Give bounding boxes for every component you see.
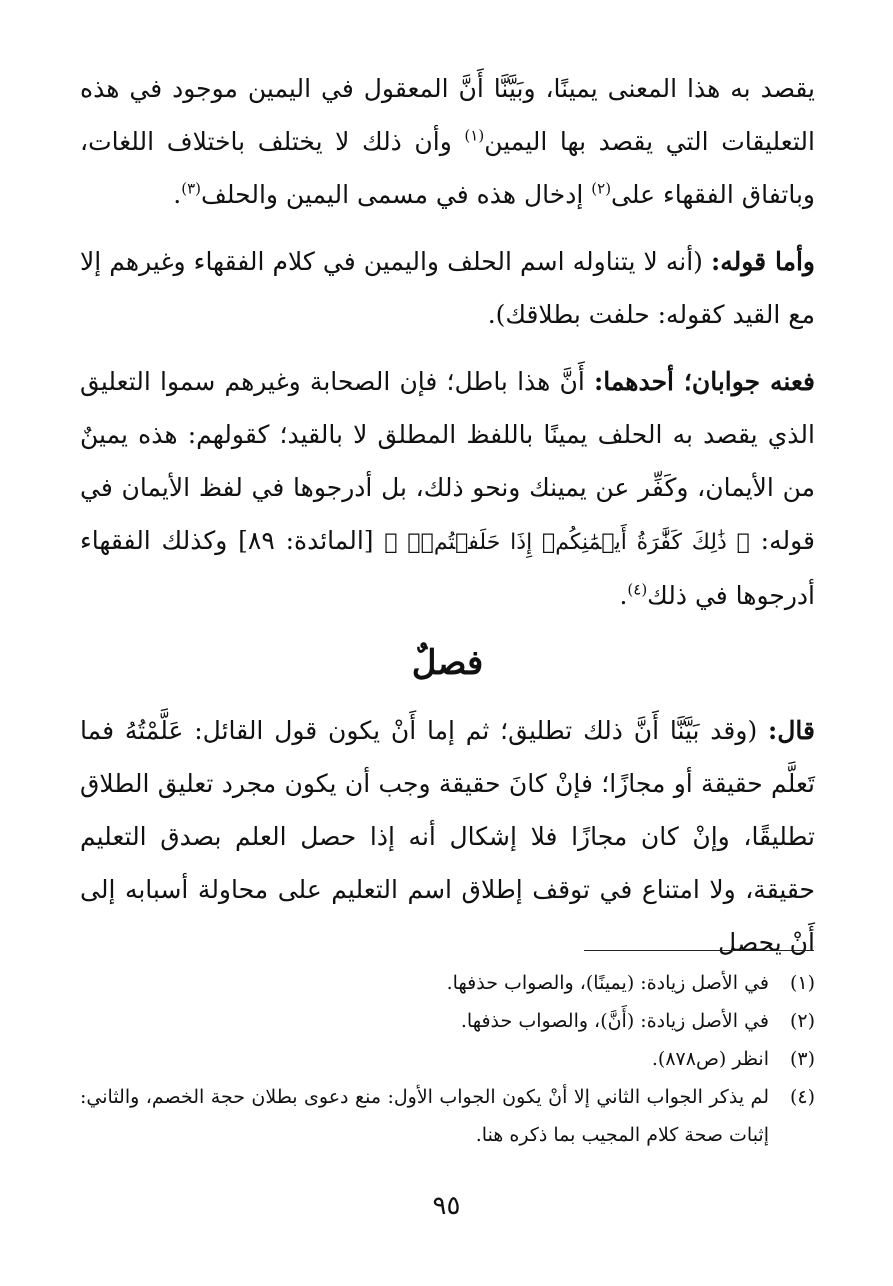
paragraph-text: (وقد بَيَّنَّا أَنَّ ذلك تطليق؛ ثم إما أَنْ يكون قول القائل: عَلَّمْتُهُ فما تَعلَّم حقيقة أو مجازًا؛ فإنْ كانَ حقيقة وجب أن يكون مجرد تعليق الطلاق تطليقًا، وإنْ كان مجازًا فلا إشكال أنه إذا حصل العلم بصدق التعليم حقيقة، ولا امتناع في توقف إطلاق اسم التعليم على محاولة أسبابه إلى أَنْ يحصل bbox=[80, 716, 815, 957]
footnote-number: (٤) bbox=[789, 1086, 815, 1108]
footnote-ref-2[interactable]: (٢) bbox=[591, 179, 612, 198]
paragraph-text: (أنه لا يتناوله اسم الحلف واليمين في كلام الفقهاء وغيرهم إلا مع القيد كقوله: حلفت بطلاقك). bbox=[80, 247, 815, 329]
footnote-number: (١) bbox=[789, 972, 815, 994]
footnote-item bbox=[80, 1002, 815, 1040]
paragraph-text: أَنَّ هذا باطل؛ فإن الصحابة وغيرهم سموا التعليق الذي يقصد به الحلف يمينًا باللفظ المطلق لا بالقيد؛ كقولهم: هذه يمينٌ من الأيمان، وكَفِّر عن يمينك ونحو ذلك، بل أدرجوها في لفظ الأيمان في قوله: bbox=[80, 367, 815, 555]
paragraph-text: . bbox=[619, 581, 628, 610]
footnote-number: (٢) bbox=[789, 1010, 815, 1032]
paragraph-lead: قال: bbox=[768, 716, 815, 745]
footnote-ref-1[interactable]: (١) bbox=[464, 126, 485, 145]
paragraph-1 bbox=[80, 62, 815, 221]
footnote-text: لم يذكر الجواب الثاني إلا أنْ يكون الجواب الأول: منع دعوى بطلان حجة الخصم، والثاني: إثبات صحة كلام المجيب بما ذكره هنا. bbox=[80, 1086, 769, 1146]
footnote-item bbox=[80, 1078, 815, 1154]
footnote-ref-4[interactable]: (٤) bbox=[627, 580, 648, 599]
verse-citation: [المائدة: ٨٩] bbox=[238, 526, 385, 555]
paragraph-text: إدخال هذه في مسمى اليمين والحلف bbox=[201, 180, 592, 209]
footnotes bbox=[80, 964, 815, 1154]
main-text bbox=[80, 62, 815, 979]
paragraph-text: وكذلك الفقهاء أدرجوها في ذلك bbox=[80, 526, 815, 610]
footnote-text: في الأصل زيادة: (أَنَّ)، والصواب حذفها. bbox=[460, 1010, 769, 1032]
paragraph-text: . bbox=[173, 180, 182, 209]
quran-verse: ﴿ ذَٰلِكَ كَفَّٰرَةُ أَيۡمَٰنِكُمۡ إِذَا حَلَفۡتُمۡۚ ﴾ bbox=[384, 530, 750, 555]
page-number: ٩٥ bbox=[432, 1191, 461, 1221]
section-heading: فصلٌ bbox=[411, 643, 484, 683]
footnote-item bbox=[80, 964, 815, 1002]
paragraph-3 bbox=[80, 355, 815, 622]
footnote-divider bbox=[584, 950, 814, 951]
footnote-ref-3[interactable]: (٣) bbox=[181, 179, 202, 198]
footnote-text: في الأصل زيادة: (يمينًا)، والصواب حذفها. bbox=[446, 972, 769, 994]
paragraph-text: وأن ذلك لا يختلف باختلاف اللغات، وباتفاق الفقهاء على bbox=[80, 127, 815, 209]
footnote-item bbox=[80, 1040, 815, 1078]
footnote-text: انظر (ص٨٧٨). bbox=[651, 1048, 769, 1070]
paragraph-2 bbox=[80, 235, 815, 341]
footnote-number: (٣) bbox=[789, 1048, 815, 1070]
paragraph-lead: فعنه جوابان؛ أحدهما: bbox=[593, 367, 815, 396]
paragraph-4 bbox=[80, 704, 815, 969]
paragraph-lead: وأما قوله: bbox=[711, 247, 815, 276]
paragraph-text: يقصد به هذا المعنى يمينًا، وبَيَّنَّا أَنَّ المعقول في اليمين موجود في هذه التعليقات التي يقصد بها اليمين bbox=[80, 74, 815, 156]
